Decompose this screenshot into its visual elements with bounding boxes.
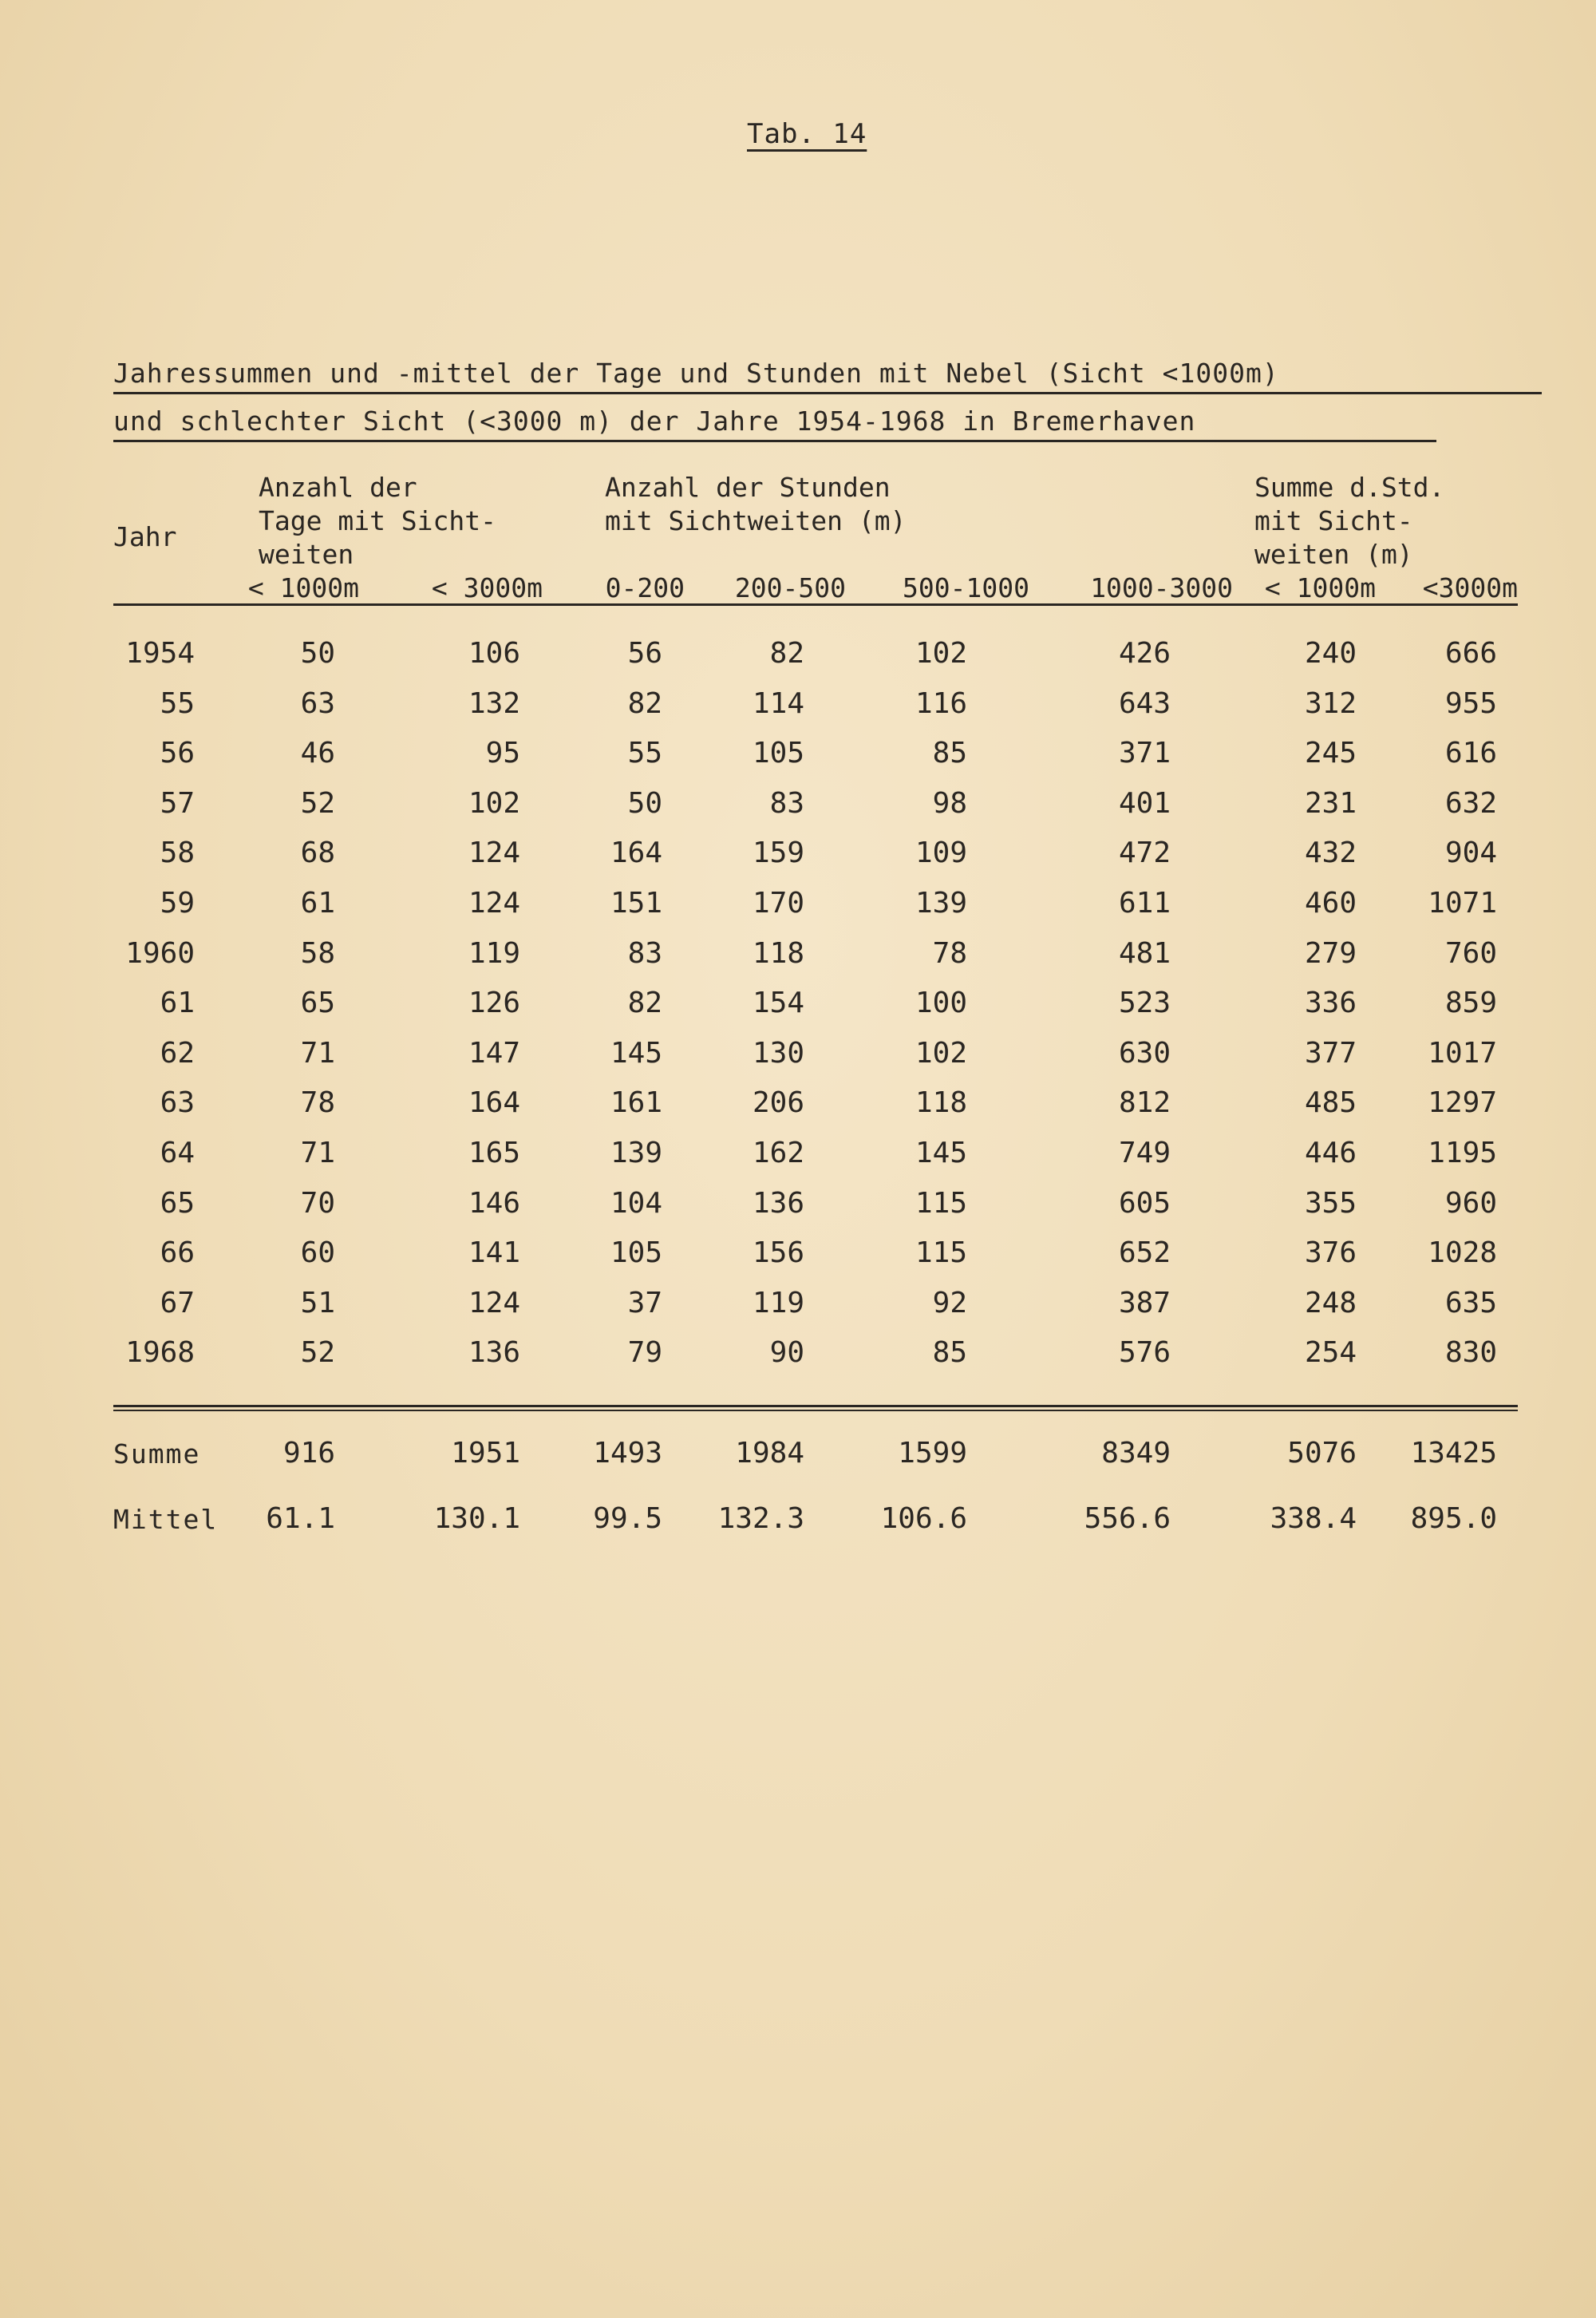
table-cell: 523: [1118, 987, 1171, 1019]
year-cell: 59: [160, 887, 195, 920]
table-cell: 1017: [1428, 1037, 1497, 1070]
table-cell: 472: [1118, 837, 1171, 869]
table-cell: 248: [1304, 1287, 1357, 1319]
table-cell: 92: [932, 1287, 967, 1319]
table-cell: 161: [610, 1086, 662, 1119]
column-header: < 1000m: [247, 572, 359, 603]
table-cell: 50: [627, 787, 662, 820]
summary-cell: 895.0: [1410, 1502, 1497, 1535]
table-cell: 102: [468, 787, 520, 820]
table-cell: 859: [1444, 987, 1497, 1019]
table-cell: 1297: [1428, 1086, 1497, 1119]
table-cell: 632: [1444, 787, 1497, 820]
table-cell: 630: [1118, 1037, 1171, 1070]
year-cell: 65: [160, 1187, 195, 1220]
table-cell: 102: [915, 637, 967, 670]
table-cell: 605: [1118, 1187, 1171, 1220]
table-cell: 46: [300, 737, 335, 769]
year-cell: 1954: [125, 637, 195, 670]
table-cell: 355: [1304, 1187, 1357, 1220]
year-cell: 1968: [125, 1336, 195, 1369]
table-cell: 830: [1444, 1336, 1497, 1369]
summary-cell: 13425: [1410, 1437, 1497, 1470]
table-cell: 460: [1304, 887, 1357, 920]
table-cell: 124: [468, 837, 520, 869]
table-cell: 136: [468, 1336, 520, 1369]
table-cell: 78: [932, 937, 967, 970]
year-cell: 61: [160, 987, 195, 1019]
table-cell: 760: [1444, 937, 1497, 970]
table-cell: 82: [627, 987, 662, 1019]
table-cell: 68: [300, 837, 335, 869]
table-cell: 170: [752, 887, 804, 920]
table-cell: 85: [932, 1336, 967, 1369]
table-cell: 114: [752, 687, 804, 720]
table-cell: 85: [932, 737, 967, 769]
table-cell: 139: [915, 887, 967, 920]
column-header: 1000-3000: [1090, 572, 1233, 603]
table-cell: 1071: [1428, 887, 1497, 920]
year-cell: 66: [160, 1236, 195, 1269]
caption-line-1: Jahressummen und -mittel der Tage und Stunden mit Nebel (Sicht <1000m): [113, 358, 1542, 394]
header-days-group: Anzahl der Tage mit Sicht- weiten: [259, 472, 497, 570]
table-cell: 955: [1444, 687, 1497, 720]
year-cell: 62: [160, 1037, 195, 1070]
summary-cell: 338.4: [1270, 1502, 1357, 1535]
year-cell: 64: [160, 1137, 195, 1169]
table-cell: 71: [300, 1037, 335, 1070]
table-cell: 426: [1118, 637, 1171, 670]
summary-cell: 1951: [451, 1437, 520, 1470]
table-cell: 643: [1118, 687, 1171, 720]
table-cell: 63: [300, 687, 335, 720]
table-cell: 1028: [1428, 1236, 1497, 1269]
year-cell: 57: [160, 787, 195, 820]
table-cell: 164: [468, 1086, 520, 1119]
summary-cell: 1984: [735, 1437, 804, 1470]
summary-cell: 916: [282, 1437, 335, 1470]
column-header: 500-1000: [903, 572, 1029, 603]
summary-label: Mittel: [113, 1504, 219, 1535]
table-cell: 82: [627, 687, 662, 720]
header-sum-group: Summe d.Std. mit Sicht- weiten (m): [1254, 472, 1445, 570]
summary-rule-2: [113, 1410, 1518, 1411]
table-cell: 371: [1118, 737, 1171, 769]
table-cell: 611: [1118, 887, 1171, 920]
table-cell: 70: [300, 1187, 335, 1220]
table-cell: 147: [468, 1037, 520, 1070]
table-cell: 136: [752, 1187, 804, 1220]
year-cell: 67: [160, 1287, 195, 1319]
table-cell: 154: [752, 987, 804, 1019]
summary-label: Summe: [113, 1438, 201, 1470]
summary-cell: 99.5: [593, 1502, 662, 1535]
table-cell: 83: [769, 787, 804, 820]
table-cell: 336: [1304, 987, 1357, 1019]
table-cell: 109: [915, 837, 967, 869]
table-cell: 635: [1444, 1287, 1497, 1319]
table-cell: 151: [610, 887, 662, 920]
caption-line-2: und schlechter Sicht (<3000 m) der Jahre 1954-1968 in Bremerhaven: [113, 405, 1436, 442]
column-header: < 3000m: [431, 572, 543, 603]
table-cell: 240: [1304, 637, 1357, 670]
table-cell: 60: [300, 1236, 335, 1269]
table-cell: 98: [932, 787, 967, 820]
summary-cell: 132.3: [717, 1502, 804, 1535]
table-cell: 485: [1304, 1086, 1357, 1119]
table-cell: 387: [1118, 1287, 1171, 1319]
table-cell: 156: [752, 1236, 804, 1269]
table-cell: 78: [300, 1086, 335, 1119]
table-cell: 52: [300, 787, 335, 820]
table-cell: 401: [1118, 787, 1171, 820]
table-cell: 132: [468, 687, 520, 720]
table-cell: 145: [610, 1037, 662, 1070]
table-cell: 279: [1304, 937, 1357, 970]
table-cell: 652: [1118, 1236, 1171, 1269]
table-cell: 115: [915, 1187, 967, 1220]
table-cell: 446: [1304, 1137, 1357, 1169]
table-cell: 104: [610, 1187, 662, 1220]
table-cell: 312: [1304, 687, 1357, 720]
table-cell: 79: [627, 1336, 662, 1369]
column-header: 200-500: [734, 572, 846, 603]
table-cell: 58: [300, 937, 335, 970]
table-cell: 749: [1118, 1137, 1171, 1169]
table-cell: 71: [300, 1137, 335, 1169]
column-header: 0-200: [605, 572, 685, 603]
table-cell: 254: [1304, 1336, 1357, 1369]
table-cell: 130: [752, 1037, 804, 1070]
column-header: < 1000m: [1264, 572, 1376, 603]
table-cell: 576: [1118, 1336, 1171, 1369]
table-cell: 812: [1118, 1086, 1171, 1119]
table-cell: 102: [915, 1037, 967, 1070]
header-rule: [113, 603, 1518, 606]
table-cell: 56: [627, 637, 662, 670]
summary-cell: 8349: [1101, 1437, 1171, 1470]
year-cell: 56: [160, 737, 195, 769]
table-cell: 165: [468, 1137, 520, 1169]
table-cell: 105: [752, 737, 804, 769]
summary-cell: 130.1: [433, 1502, 520, 1535]
table-cell: 65: [300, 987, 335, 1019]
table-cell: 124: [468, 887, 520, 920]
table-cell: 51: [300, 1287, 335, 1319]
table-number: Tab. 14: [747, 118, 867, 150]
header-hours-group: Anzahl der Stunden mit Sichtweiten (m): [605, 472, 907, 536]
table-cell: 481: [1118, 937, 1171, 970]
table-cell: 376: [1304, 1236, 1357, 1269]
table-cell: 231: [1304, 787, 1357, 820]
table-cell: 124: [468, 1287, 520, 1319]
table-cell: 616: [1444, 737, 1497, 769]
summary-cell: 1493: [593, 1437, 662, 1470]
table-cell: 904: [1444, 837, 1497, 869]
table-cell: 432: [1304, 837, 1357, 869]
table-cell: 115: [915, 1236, 967, 1269]
table-cell: 1195: [1428, 1137, 1497, 1169]
table-cell: 90: [769, 1336, 804, 1369]
table-cell: 139: [610, 1137, 662, 1169]
year-cell: 63: [160, 1086, 195, 1119]
year-cell: 58: [160, 837, 195, 869]
table-cell: 52: [300, 1336, 335, 1369]
table-cell: 82: [769, 637, 804, 670]
column-header: <3000m: [1422, 572, 1518, 603]
header-jahr: Jahr: [113, 521, 177, 552]
table-cell: 164: [610, 837, 662, 869]
summary-cell: 556.6: [1084, 1502, 1171, 1535]
table-cell: 126: [468, 987, 520, 1019]
table-cell: 105: [610, 1236, 662, 1269]
year-cell: 1960: [125, 937, 195, 970]
table-cell: 100: [915, 987, 967, 1019]
summary-rule-1: [113, 1405, 1518, 1407]
table-cell: 95: [485, 737, 520, 769]
table-cell: 145: [915, 1137, 967, 1169]
table-cell: 106: [468, 637, 520, 670]
table-cell: 37: [627, 1287, 662, 1319]
table-cell: 119: [752, 1287, 804, 1319]
summary-cell: 1599: [898, 1437, 967, 1470]
year-cell: 55: [160, 687, 195, 720]
table-cell: 55: [627, 737, 662, 769]
table-cell: 206: [752, 1086, 804, 1119]
table-cell: 118: [752, 937, 804, 970]
table-cell: 118: [915, 1086, 967, 1119]
table-cell: 377: [1304, 1037, 1357, 1070]
summary-cell: 61.1: [266, 1502, 335, 1535]
table-cell: 162: [752, 1137, 804, 1169]
table-cell: 146: [468, 1187, 520, 1220]
table-cell: 245: [1304, 737, 1357, 769]
table-cell: 159: [752, 837, 804, 869]
table-cell: 666: [1444, 637, 1497, 670]
table-cell: 83: [627, 937, 662, 970]
table-cell: 141: [468, 1236, 520, 1269]
table-cell: 119: [468, 937, 520, 970]
table-cell: 50: [300, 637, 335, 670]
table-cell: 960: [1444, 1187, 1497, 1220]
summary-cell: 106.6: [880, 1502, 967, 1535]
table-cell: 116: [915, 687, 967, 720]
table-cell: 61: [300, 887, 335, 920]
summary-cell: 5076: [1287, 1437, 1357, 1470]
